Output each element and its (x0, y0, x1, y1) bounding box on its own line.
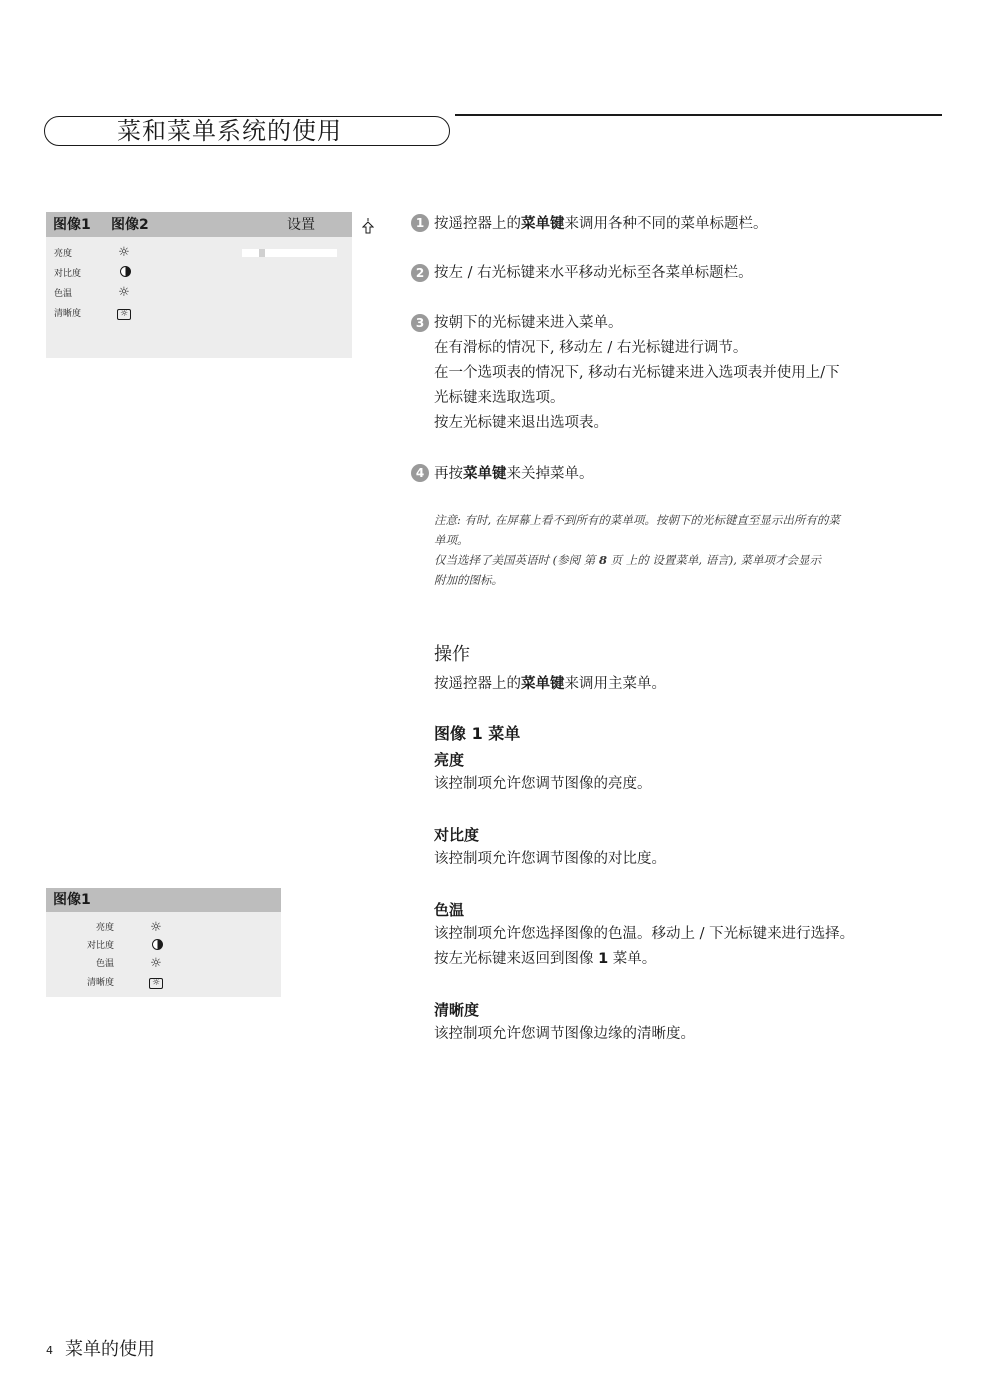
step-line: 按遥控器上的菜单键来调用各种不同的菜单标题栏。 (434, 215, 768, 232)
osd-tab-picture1[interactable]: 图像1 (53, 892, 91, 908)
osd-item-contrast[interactable]: 对比度 (54, 269, 82, 279)
header-rule (455, 114, 942, 116)
step-line: 按左 / 右光标键来水平移动光标至各菜单标题栏。 (434, 265, 753, 281)
osd-item-contrast[interactable]: 对比度 (86, 941, 114, 951)
up-arrow-icon (362, 218, 374, 234)
footer-title: 菜单的使用 (65, 1339, 155, 1360)
sun-icon: ☼ (118, 285, 130, 300)
contrast-heading: 对比度 (434, 826, 480, 844)
note-block: 注意: 有时, 在屏幕上看不到所有的菜单项。按朝下的光标键直至显示出所有的菜 单项。 仅当选择了美国英语时 (参阅 第 8 页 上的 设置菜单, 语言), 菜单项才会显示 附加的图标。 (434, 513, 840, 587)
step-line: 按朝下的光标键来进入菜单。 (434, 315, 623, 331)
sun-icon: ☼ (118, 245, 130, 260)
sharpness-text: 该控制项允许您调节图像边缘的清晰度。 (434, 1026, 695, 1042)
step-number: 3 (411, 314, 429, 332)
brightness-text: 该控制项允许您调节图像的亮度。 (434, 776, 652, 792)
step-line: 光标键来选取选项。 (434, 390, 565, 406)
osd-tab-picture1[interactable]: 图像1 (53, 217, 91, 233)
color-temp-text: 该控制项允许您选择图像的色温。移动上 / 下光标键来进行选择。 (434, 926, 855, 942)
sharpness-icon: ☼ (149, 975, 163, 989)
osd-tab-picture2[interactable]: 图像2 (111, 217, 149, 233)
color-temp-text-2: 按左光标键来返回到图像 1 菜单。 (434, 951, 657, 967)
step-number: 1 (411, 214, 429, 232)
step-line: 再按菜单键来关掉菜单。 (434, 465, 594, 482)
osd-item-sharpness[interactable]: 清晰度 (54, 309, 82, 319)
osd-item-brightness[interactable]: 亮度 (54, 249, 73, 259)
contrast-text: 该控制项允许您调节图像的对比度。 (434, 851, 666, 867)
osd-picture1-panel (46, 888, 281, 997)
step-line: 按左光标键来退出选项表。 (434, 415, 608, 431)
step-number: 2 (411, 264, 429, 282)
sharpness-heading: 清晰度 (434, 1001, 480, 1019)
operation-text: 按遥控器上的菜单键来调用主菜单。 (434, 675, 666, 692)
contrast-icon (150, 939, 164, 953)
osd-item-color-temp[interactable]: 色温 (95, 959, 114, 969)
sun-icon: ☼ (150, 920, 162, 935)
osd-item-sharpness[interactable]: 清晰度 (86, 978, 114, 988)
osd-item-color-temp[interactable]: 色温 (54, 289, 73, 299)
osd-tab-setup[interactable]: 设置 (287, 217, 315, 233)
step-number: 4 (411, 464, 429, 482)
osd-item-brightness[interactable]: 亮度 (95, 923, 114, 933)
sharpness-icon: ☼ (117, 306, 131, 320)
color-temp-heading: 色温 (434, 901, 465, 919)
step-line: 在一个选项表的情况下, 移动右光标键来进入选项表并使用上/下 (434, 365, 840, 381)
page-number: 4 (46, 1344, 53, 1357)
brightness-slider[interactable] (242, 249, 337, 257)
page-title: 菜和菜单系统的使用 (117, 117, 342, 145)
osd-menu-panel (46, 212, 352, 358)
sun-icon: ☼ (150, 956, 162, 971)
brightness-heading: 亮度 (434, 751, 465, 769)
picture1-menu-heading: 图像 1 菜单 (434, 724, 521, 743)
operation-heading: 操作 (434, 644, 470, 665)
slider-handle[interactable] (259, 249, 265, 257)
contrast-icon (118, 266, 132, 280)
step-line: 在有滑标的情况下, 移动左 / 右光标键进行调节。 (434, 340, 748, 356)
